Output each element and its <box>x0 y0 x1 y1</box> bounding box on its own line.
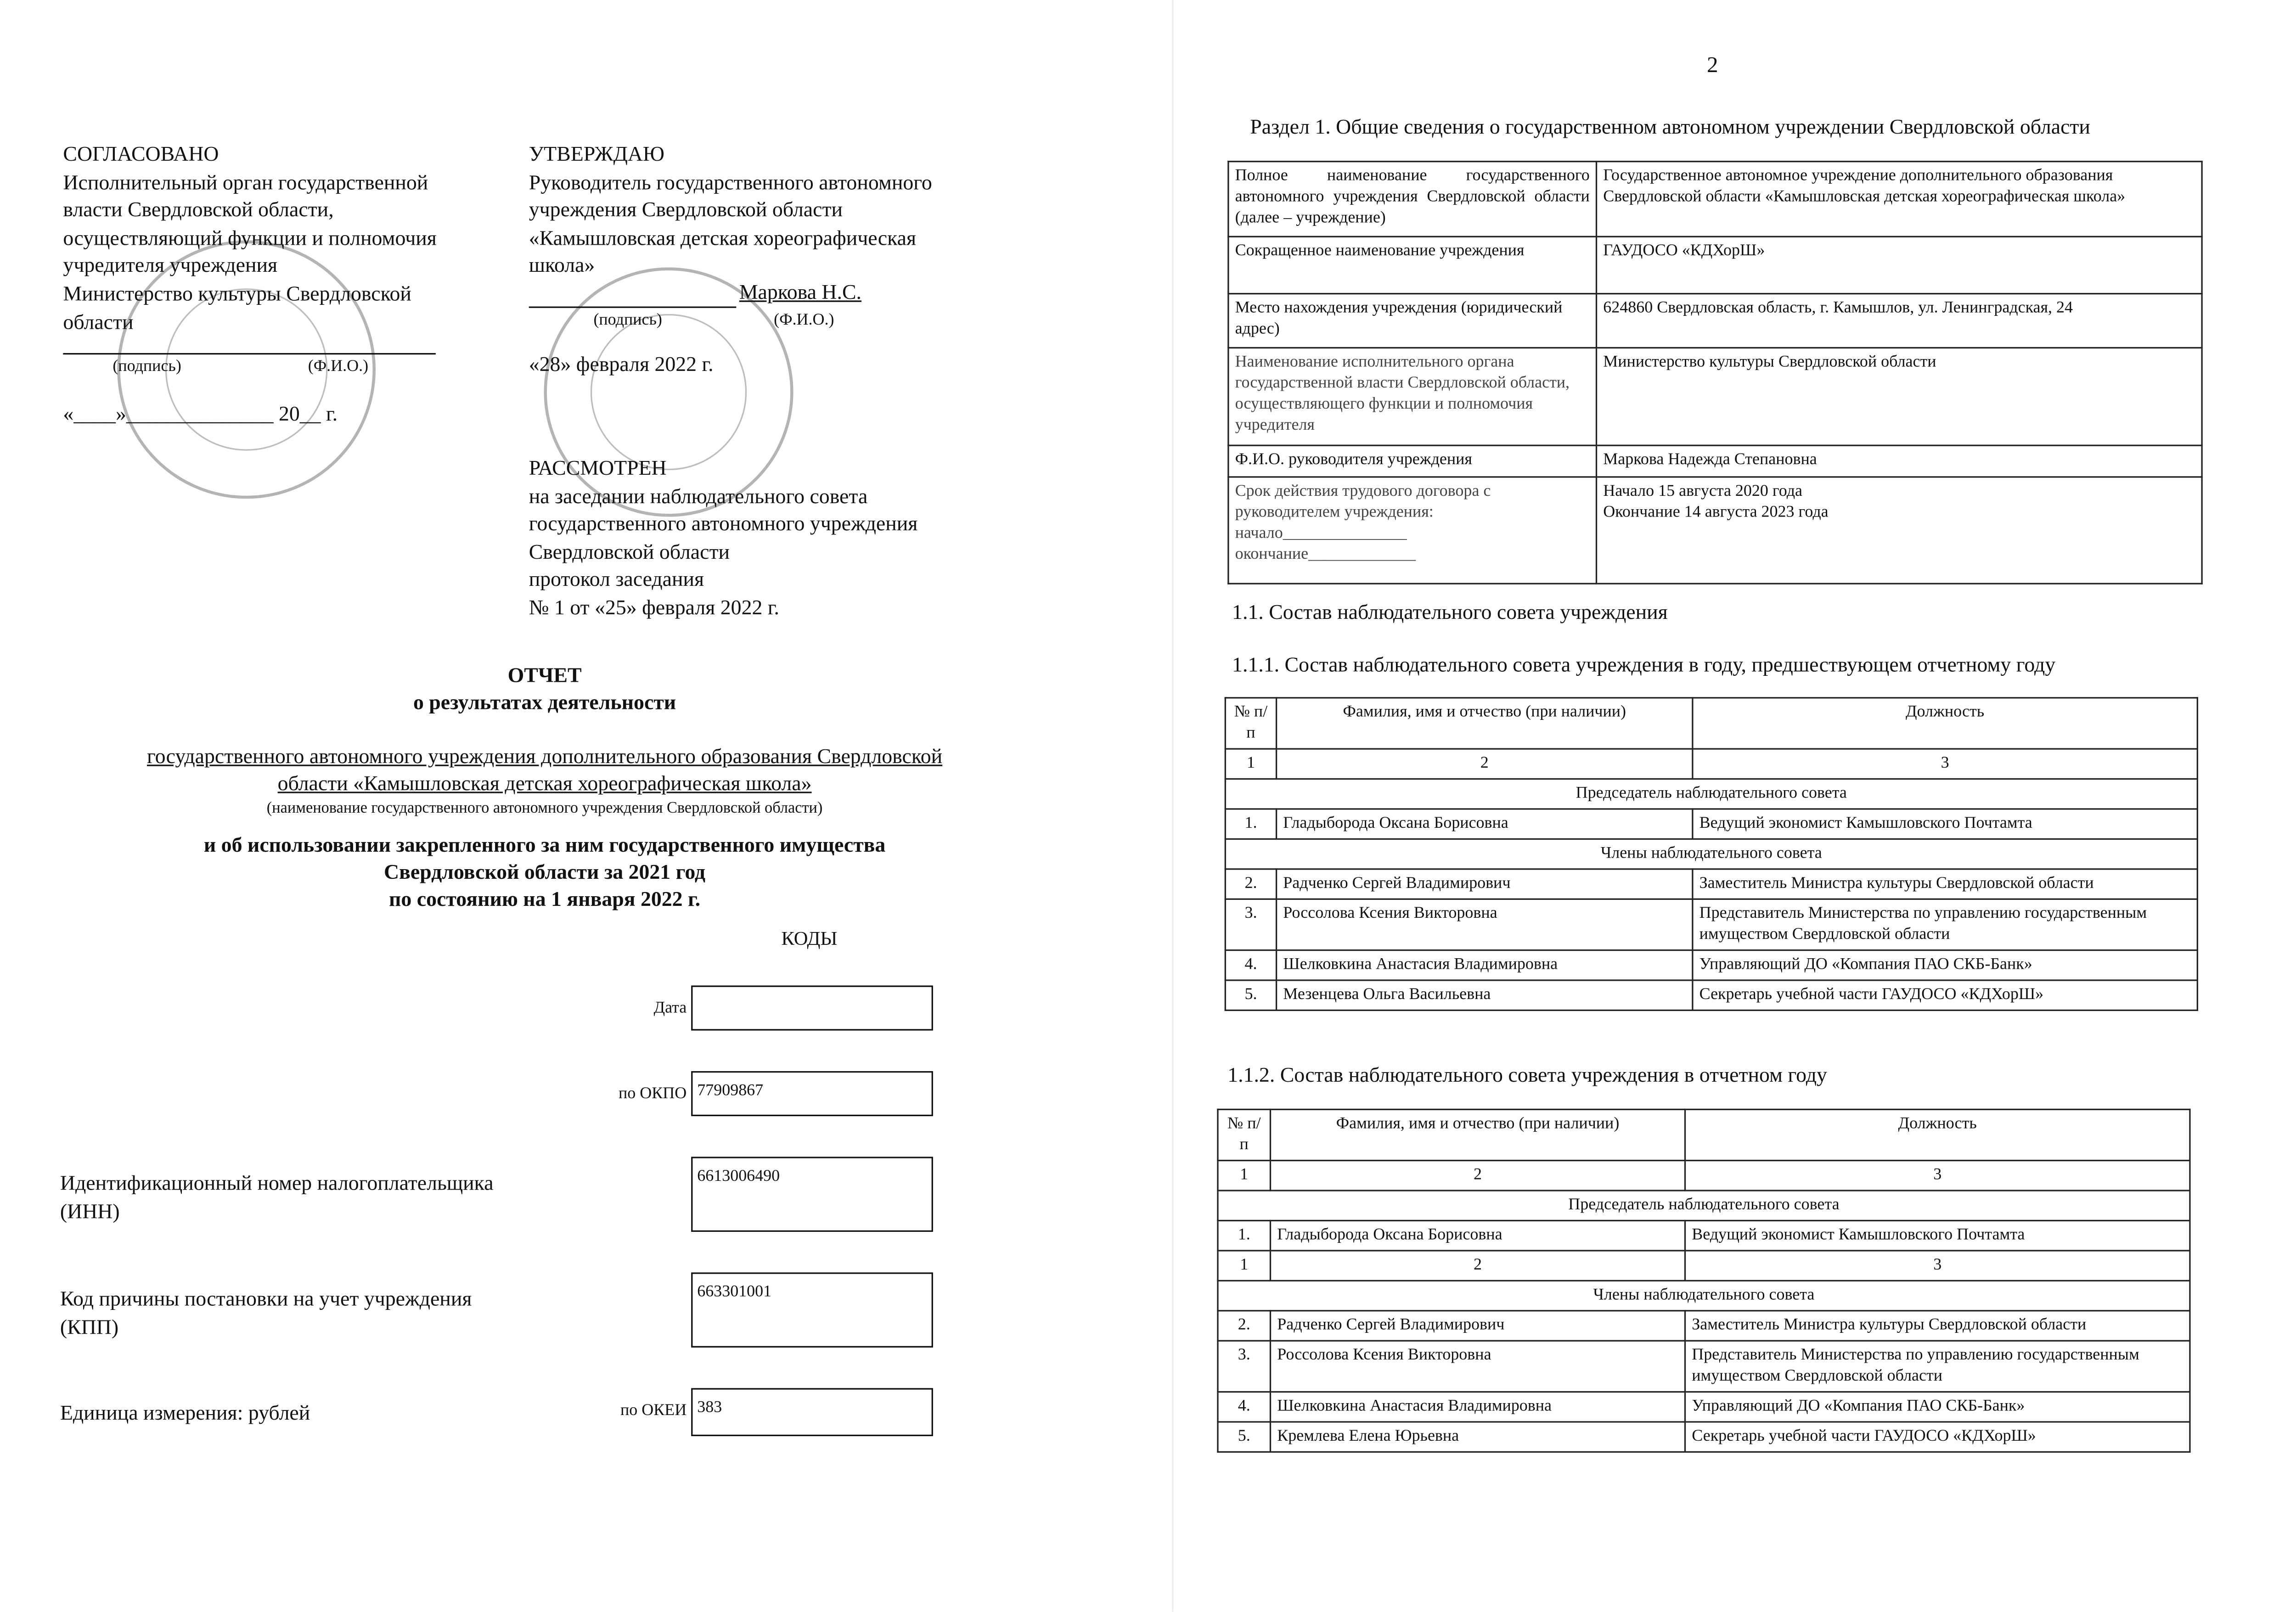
member-number: 3. <box>1218 1341 1271 1392</box>
board-member-row <box>1225 809 2197 839</box>
column-header: Фамилия, имя и отчество (при наличии) <box>1270 1109 1685 1160</box>
sign-caption: (подпись) <box>593 311 662 329</box>
board-member-row <box>1218 1311 2190 1341</box>
signature-line <box>63 353 435 354</box>
board-prev-year-table <box>1225 697 2198 1011</box>
report-line: и об использовании закрепленного за ним государственного имущества <box>203 835 886 858</box>
member-number: 1. <box>1225 809 1276 839</box>
fio-caption: (Ф.И.О.) <box>774 311 834 329</box>
org-name-line: области «Камышловская детская хореографическая школа» <box>277 774 812 797</box>
group-row <box>1218 1281 2190 1310</box>
board-member-row <box>1225 899 2197 950</box>
group-label: Члены наблюдательного совета <box>1225 839 2197 869</box>
member-name: Гладыборода Оксана Борисовна <box>1277 809 1693 839</box>
info-label: Ф.И.О. руководителя учреждения <box>1228 445 1597 477</box>
header-row <box>1225 698 2197 749</box>
reviewed-line: Свердловской области <box>529 542 730 565</box>
info-row <box>1228 348 2202 445</box>
agreed-line: Министерство культуры Свердловской <box>63 284 411 307</box>
org-name-caption: (наименование государственного автономного учреждения Свердловской области) <box>266 800 823 817</box>
board-member-row <box>1225 950 2197 980</box>
page-divider <box>1172 0 1173 1612</box>
kpp-label-line: Код причины постановки на учет учреждения <box>60 1289 472 1312</box>
kpp-label <box>60 1287 472 1343</box>
approve-line: Руководитель государственного автономного <box>529 172 932 195</box>
member-position: Представитель Министерства по управлению государственным имуществом Свердловской области <box>1693 899 2197 950</box>
member-name: Радченко Сергей Владимирович <box>1277 869 1693 899</box>
board-member-row <box>1218 1392 2190 1422</box>
info-label: Место нахождения учреждения (юридический адрес) <box>1228 294 1597 348</box>
section-title: Раздел 1. Общие сведения о государственном автономном учреждении Свердловской области <box>1250 117 2090 140</box>
okei-label: по ОКЕИ <box>620 1401 687 1420</box>
member-position: Секретарь учебной части ГАУДОСО «КДХорШ» <box>1685 1422 2190 1452</box>
okei-field[interactable]: 383 <box>691 1388 933 1436</box>
column-header: № п/п <box>1218 1109 1271 1160</box>
report-line: по состоянию на 1 января 2022 г. <box>389 889 701 912</box>
report-line: Свердловской области за 2021 год <box>384 862 706 885</box>
inn-label-line: (ИНН) <box>60 1201 120 1224</box>
inn-label-line: Идентификационный номер налогоплательщика <box>60 1173 494 1196</box>
info-value: ГАУДОСО «КДХорШ» <box>1597 236 2202 293</box>
member-name: Шелковкина Анастасия Владимировна <box>1270 1392 1685 1422</box>
member-name: Россолова Ксения Викторовна <box>1270 1341 1685 1392</box>
member-number: 4. <box>1225 950 1276 980</box>
member-name: Шелковкина Анастасия Владимировна <box>1277 950 1693 980</box>
report-title-block <box>60 664 1029 915</box>
approve-line: школа» <box>529 256 595 279</box>
page-number: 2 <box>1706 54 1718 79</box>
info-value: 624860 Свердловская область, г. Камышлов, ул. Ленинградская, 24 <box>1597 294 2202 348</box>
member-position: Ведущий экономист Камышловского Почтамта <box>1685 1221 2190 1251</box>
report-subtitle: о результатах деятельности <box>413 692 676 715</box>
column-number: 2 <box>1270 1251 1685 1281</box>
member-position: Представитель Министерства по управлению государственным имуществом Свердловской области <box>1685 1341 2190 1392</box>
board-member-row <box>1225 869 2197 899</box>
agreed-line: области <box>63 312 134 335</box>
column-number: 2 <box>1270 1161 1685 1191</box>
agreed-block <box>63 143 436 338</box>
column-number: 1 <box>1218 1251 1271 1281</box>
header-row <box>1218 1109 2190 1160</box>
info-row <box>1228 477 2202 584</box>
okpo-field[interactable]: 77909867 <box>691 1071 933 1116</box>
group-label: Председатель наблюдательного совета <box>1225 779 2197 809</box>
report-title: ОТЧЕТ <box>507 665 582 688</box>
signature-line <box>529 306 737 308</box>
column-header: Должность <box>1693 698 2197 749</box>
group-row <box>1225 839 2197 869</box>
member-position: Управляющий ДО «Компания ПАО СКБ-Банк» <box>1685 1392 2190 1422</box>
member-position: Заместитель Министра культуры Свердловской области <box>1693 869 2197 899</box>
okpo-label: по ОКПО <box>619 1084 687 1103</box>
member-number: 5. <box>1218 1422 1271 1452</box>
fio-caption: (Ф.И.О.) <box>308 357 369 376</box>
member-number: 1. <box>1218 1221 1271 1251</box>
info-label: Срок действия трудового договора с руководителем учреждения: начало_______________ окончание_____________ <box>1228 477 1597 584</box>
reviewed-line: протокол заседания <box>529 570 704 593</box>
member-position: Заместитель Министра культуры Свердловской области <box>1685 1311 2190 1341</box>
column-number-row <box>1218 1161 2190 1191</box>
member-name: Россолова Ксения Викторовна <box>1277 899 1693 950</box>
approve-heading: УТВЕРЖДАЮ <box>529 144 665 167</box>
date-code-field[interactable] <box>691 985 933 1030</box>
info-label: Наименование исполнительного органа государственной власти Свердловской области, осуществляющего функции и полномочия учредителя <box>1228 348 1597 445</box>
member-name: Мезенцева Ольга Васильевна <box>1277 980 1693 1010</box>
protocol-number: № 1 от «25» февраля 2022 г. <box>529 598 779 621</box>
member-number: 3. <box>1225 899 1276 950</box>
column-number-row <box>1225 749 2197 779</box>
subsection-1-1-2: 1.1.2. Состав наблюдательного совета учреждения в отчетном году <box>1227 1065 1827 1088</box>
approver-name: Маркова Н.С. <box>739 282 861 305</box>
board-member-row <box>1225 980 2197 1010</box>
member-number: 5. <box>1225 980 1276 1010</box>
unit-label: Единица измерения: рублей <box>60 1403 310 1426</box>
group-row <box>1218 1191 2190 1220</box>
column-header: Фамилия, имя и отчество (при наличии) <box>1277 698 1693 749</box>
agreed-heading: СОГЛАСОВАНО <box>63 144 219 167</box>
info-row <box>1228 236 2202 293</box>
info-value: Начало 15 августа 2020 года Окончание 14 августа 2023 года <box>1597 477 2202 584</box>
info-value: Министерство культуры Свердловской области <box>1597 348 2202 445</box>
column-number: 1 <box>1225 749 1276 779</box>
info-row <box>1228 445 2202 477</box>
agreed-date: «____»______________ 20__ г. <box>63 404 338 427</box>
subsection-1-1: 1.1. Состав наблюдательного совета учреждения <box>1232 602 1668 625</box>
column-number-row <box>1218 1251 2190 1281</box>
column-number: 3 <box>1685 1251 2190 1281</box>
date-label: Дата <box>653 999 687 1017</box>
member-name: Радченко Сергей Владимирович <box>1270 1311 1685 1341</box>
board-member-row <box>1218 1341 2190 1392</box>
group-row <box>1225 779 2197 809</box>
member-name: Кремлева Елена Юрьевна <box>1270 1422 1685 1452</box>
member-position: Секретарь учебной части ГАУДОСО «КДХорШ» <box>1693 980 2197 1010</box>
codes-heading: КОДЫ <box>781 927 838 949</box>
info-label: Сокращенное наименование учреждения <box>1228 236 1597 293</box>
group-label: Председатель наблюдательного совета <box>1218 1191 2190 1220</box>
column-header: Должность <box>1685 1109 2190 1160</box>
reviewed-block <box>529 457 918 624</box>
info-label: Полное наименование государственного автономного учреждения Свердловской области (далее – учреждение) <box>1228 162 1597 237</box>
column-header: № п/п <box>1225 698 1276 749</box>
reviewed-line: государственного автономного учреждения <box>529 514 918 537</box>
info-row <box>1228 162 2202 237</box>
approve-date: «28» февраля 2022 г. <box>529 354 714 377</box>
board-member-row <box>1218 1422 2190 1452</box>
member-number: 2. <box>1225 869 1276 899</box>
board-member-row <box>1218 1221 2190 1251</box>
approve-line: учреждения Свердловской области <box>529 200 843 223</box>
reviewed-line: на заседании наблюдательного совета <box>529 486 868 509</box>
member-number: 4. <box>1218 1392 1271 1422</box>
group-label: Члены наблюдательного совета <box>1218 1281 2190 1310</box>
agreed-line: власти Свердловской области, <box>63 200 334 223</box>
reviewed-heading: РАССМОТРЕН <box>529 458 667 481</box>
info-row <box>1228 294 2202 348</box>
info-value: Маркова Надежда Степановна <box>1597 445 2202 477</box>
member-position: Управляющий ДО «Компания ПАО СКБ-Банк» <box>1693 950 2197 980</box>
column-number: 3 <box>1685 1161 2190 1191</box>
member-name: Гладыборода Оксана Борисовна <box>1270 1221 1685 1251</box>
member-position: Ведущий экономист Камышловского Почтамта <box>1693 809 2197 839</box>
info-value: Государственное автономное учреждение дополнительного образования Свердловской области «Камышловская детская хореографическая школа» <box>1597 162 2202 237</box>
agreed-line: Исполнительный орган государственной <box>63 172 428 195</box>
inn-field[interactable]: 6613006490 <box>691 1157 933 1232</box>
agreed-line: учредителя учреждения <box>63 256 278 279</box>
column-number: 3 <box>1693 749 2197 779</box>
approve-block <box>529 143 932 282</box>
column-number: 2 <box>1277 749 1693 779</box>
sign-caption: (подпись) <box>113 357 181 376</box>
inn-label <box>60 1172 494 1228</box>
kpp-field[interactable]: 663301001 <box>691 1272 933 1348</box>
general-info-table <box>1227 161 2203 584</box>
board-current-year-table <box>1217 1109 2190 1453</box>
column-number: 1 <box>1218 1161 1271 1191</box>
subsection-1-1-1: 1.1.1. Состав наблюдательного совета учреждения в году, предшествующем отчетному году <box>1232 655 2056 678</box>
approve-line: «Камышловская детская хореографическая <box>529 228 917 251</box>
member-number: 2. <box>1218 1311 1271 1341</box>
kpp-label-line: (КПП) <box>60 1317 119 1340</box>
org-name-line: государственного автономного учреждения дополнительного образования Свердловской <box>146 747 943 769</box>
agreed-line: осуществляющий функции и полномочия <box>63 228 437 251</box>
